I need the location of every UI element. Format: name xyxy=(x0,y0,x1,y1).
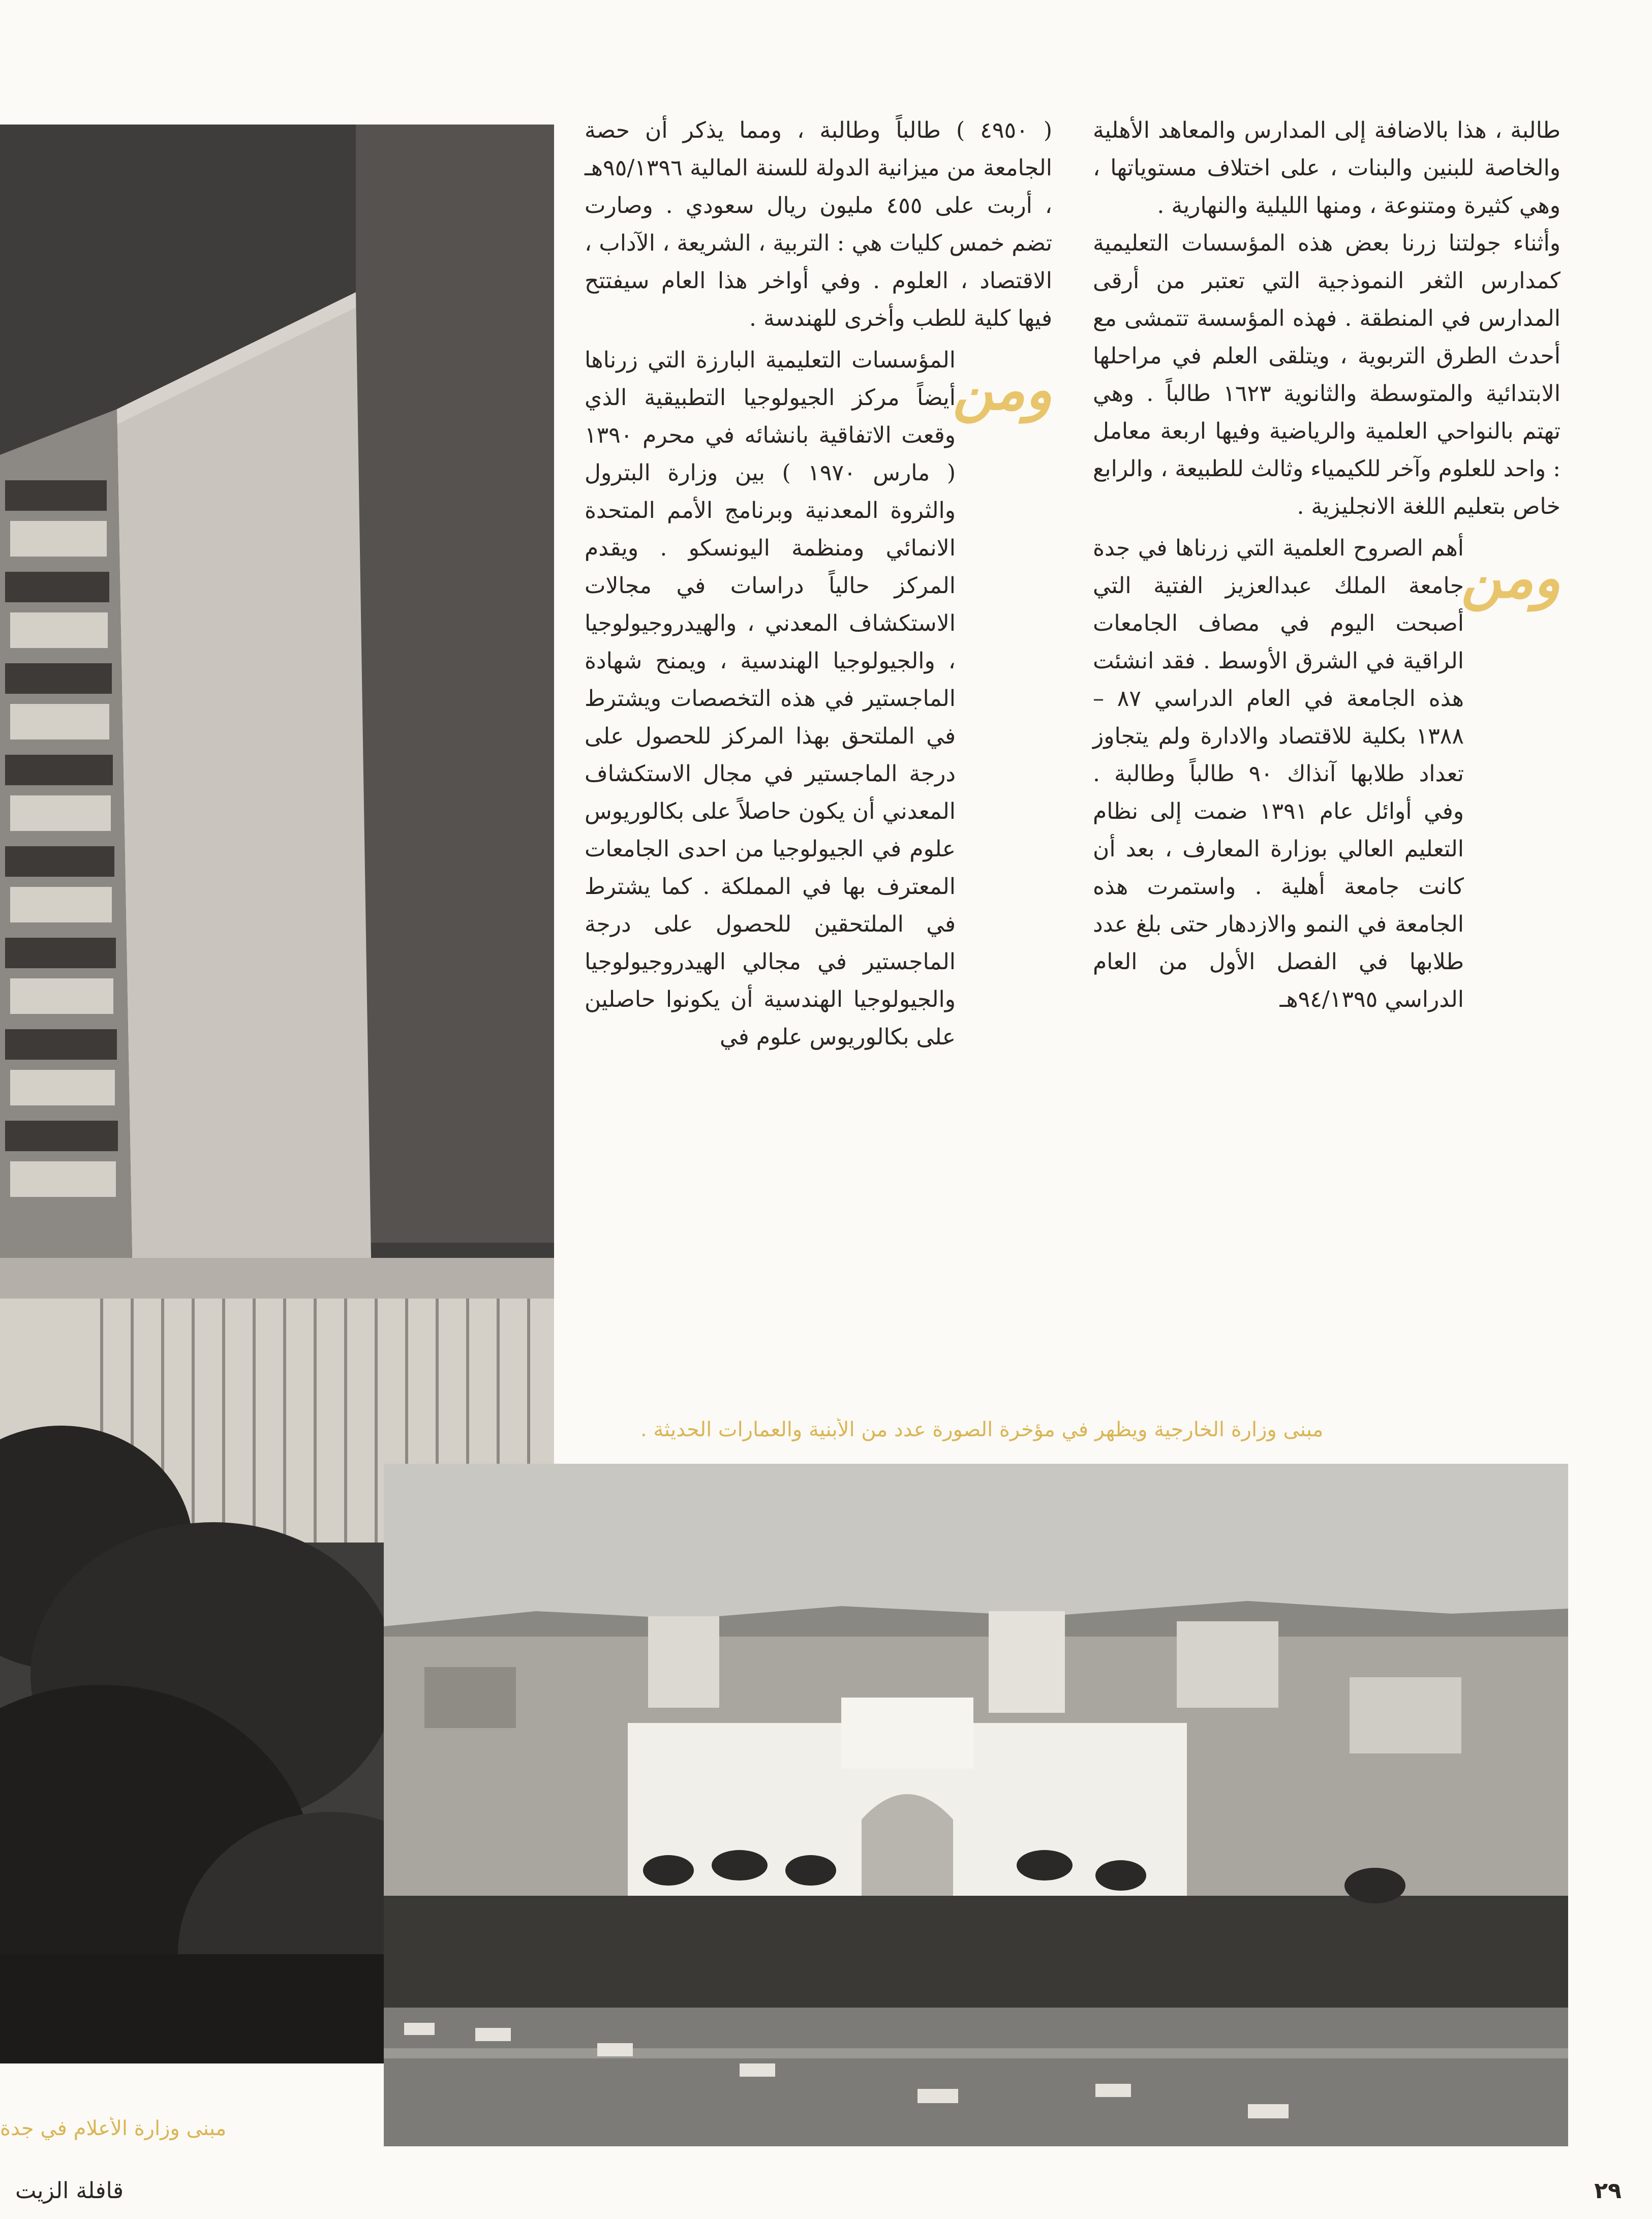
left-lead-paragraph xyxy=(585,342,1052,1056)
right-lead-word: ومن xyxy=(1461,545,1561,610)
city-photo-caption: مبنى وزارة الخارجية ويظهر في مؤخرة الصورة عدد من الأبنية والعمارات الحديثة . xyxy=(640,1418,1324,1441)
right-lead-paragraph xyxy=(1093,530,1561,1019)
magazine-name: قافلة الزيت xyxy=(15,2178,124,2204)
page-number: ٢٩ xyxy=(1594,2178,1622,2204)
right-paragraph-2: أهم الصروح العلمية التي زرناها في جدة جامعة الملك عبدالعزيز الفتية التي أصبحت اليوم في مصاف الجامعات الراقية في الشرق الأوسط . فقد انشئت هذه الجامعة في العام الدراسي ٨٧ – ١٣٨٨ بكلية للاقتصاد والادارة ولم يتجاوز تعداد طلابها آنذاك ٩٠ طالباً وطالبة . وفي أوائل عام ١٣٩١ ضمت إلى نظام التعليم العالي بوزارة المعارف ، بعد أن كانت جامعة أهلية . واستمرت هذه الجامعة في النمو والازدهار حتى بلغ عدد طلابها في الفصل الأول من العام الدراسي ٩٤/١٣٩٥هـ xyxy=(1093,535,1464,1012)
ministry-of-foreign-affairs-photo xyxy=(384,1464,1568,2146)
tower-photo-caption: مبنى وزارة الأعلام في جدة xyxy=(0,2117,227,2140)
right-text-column xyxy=(1093,112,1561,1019)
left-lead-word: ومن xyxy=(953,357,1052,422)
right-intro-paragraph: طالبة ، هذا بالاضافة إلى المدارس والمعاهد الأهلية والخاصة للبنين والبنات ، على اختلاف مستوياتها ، وهي كثيرة ومتنوعة ، ومنها الليلية والنهارية . xyxy=(1093,117,1561,219)
left-paragraph-1: المؤسسات التعليمية البارزة التي زرناها أيضاً مركز الجيولوجيا التطبيقية الذي وقعت الاتفاقية بانشائه في محرم ١٣٩٠ ( مارس ١٩٧٠ ) بين وزارة البترول والثروة المعدنية وبرنامج الأمم المتحدة الانمائي ومنظمة اليونسكو . ويقدم المركز حالياً دراسات في مجالات الاستكشاف المعدني ، والهيدروجيولوجيا ، والجيولوجيا الهندسية ، ويمنح شهادة الماجستير في هذه التخصصات ويشترط في الملتحق بهذا المركز للحصول على درجة الماجستير في مجال الاستكشاف المعدني أن يكون حاصلاً على بكالوريوس علوم في الجيولوجيا من احدى الجامعات المعترف بها في المملكة . كما يشترط في الملتحقين للحصول على درجة الماجستير في مجالي الهيدروجيولوجيا والجيولوجيا الهندسية أن يكونوا حاصلين على بكالوريوس علوم في xyxy=(585,347,956,1050)
left-intro-paragraph: ( ٤٩٥٠ ) طالباً وطالبة ، ومما يذكر أن حصة الجامعة من ميزانية الدولة للسنة المالية ٩٥/١٣٩٦هـ ، أربت على ٤٥٥ مليون ريال سعودي . وصارت تضم خمس كليات هي : التربية ، الشريعة ، الآداب ، الاقتصاد ، العلوم . وفي أواخر هذا العام سيفتتح فيها كلية للطب وأخرى للهندسة . xyxy=(585,117,1052,331)
left-text-column xyxy=(585,112,1052,1056)
right-paragraph-1: وأثناء جولتنا زرنا بعض هذه المؤسسات التعليمية كمدارس الثغر النموذجية التي تعتبر من أرقى المدارس في المنطقة . فهذه المؤسسة تتمشى مع أحدث الطرق التربوية ، ويتلقى العلم في مراحلها الابتدائية والمتوسطة والثانوية ١٦٢٣ طالباً . وهي تهتم بالنواحي العلمية والرياضية وفيها اربعة معامل : واحد للعلوم وآخر للكيمياء وثالث للطبيعة ، والرابع خاص بتعليم اللغة الانجليزية . xyxy=(1093,230,1561,519)
